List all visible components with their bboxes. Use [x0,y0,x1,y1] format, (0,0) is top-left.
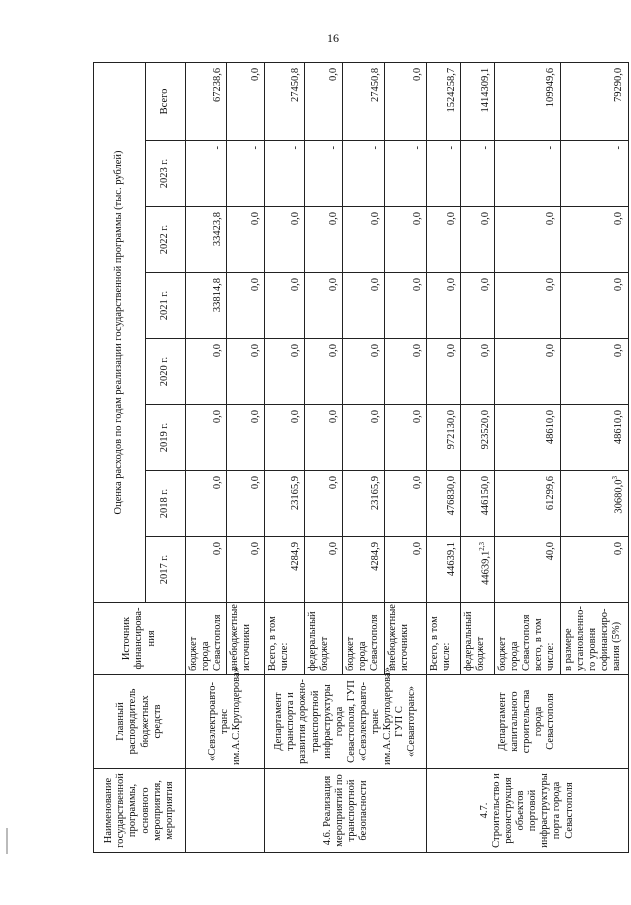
value-cell: 0,0 [461,273,495,339]
value-cell: 48610,0 [560,405,628,471]
value-cell: - [265,141,305,207]
value-cell: 0,0 [305,207,343,273]
value-cell: 23165,9 [265,471,305,537]
value-cell: 0,0 [305,273,343,339]
header-mero: Наименование государственной программы, основного мероприятия, мероприятия [94,769,186,853]
total-cell: 1524258,7 [427,62,461,140]
value-cell: 44639,1$^{2,3}$ [461,537,495,603]
value-cell: 0,0 [461,207,495,273]
value-cell: 923520,0 [461,405,495,471]
value-cell: 44639,1 [427,537,461,603]
value-cell: 48610,0 [495,405,560,471]
total-cell: 109949,6 [495,62,560,140]
value-cell: 0,0 [343,273,385,339]
value-cell: - [495,141,560,207]
value-cell: 0,0 [265,273,305,339]
value-cell: 4284,9 [343,537,385,603]
mero-cell: 4.6. Реализация мероприятий по транспортной безопасности [265,769,427,853]
value-cell: 0,0 [265,339,305,405]
value-cell: 0,0 [186,537,227,603]
value-cell: 30680,0$^3$ [560,471,628,537]
header-year: 2022 г. [146,207,186,273]
value-cell: - [305,141,343,207]
value-cell: - [461,141,495,207]
rasp-cell: Департамент транспорта и развития дорожно-транспортной инфраструктуры города Севастополя, ГУП «Севэлектроавто-транс им.А.С.Круподерова», ГУП С «Севавтотранс» [265,675,427,769]
total-cell: 67238,6 [186,62,227,140]
source-cell: внебюджетные источники [227,603,265,675]
rotated-table-container [93,63,625,853]
table-row [186,62,227,852]
value-cell: 0,0 [427,273,461,339]
value-cell: 0,0 [495,207,560,273]
header-group: Оценка расходов по годам реализации государственной программы (тыс. рублей) [94,62,146,602]
header-rasp: Главный распорядитель бюджетных средств [94,675,186,769]
header-year: 2023 г. [146,141,186,207]
value-cell: 0,0 [186,339,227,405]
value-cell: 0,0 [227,471,265,537]
total-cell: 0,0 [227,62,265,140]
source-cell: бюджет города Севастополя всего, в том числе: [495,603,560,675]
value-cell: - [560,141,628,207]
value-cell: 0,0 [305,405,343,471]
header-year: 2020 г. [146,339,186,405]
source-cell: федеральный бюджет [305,603,343,675]
value-cell: 0,0 [227,207,265,273]
value-cell: 0,0 [186,405,227,471]
page-number: 16 [327,31,339,45]
rasp-cell: «Севэлектроавто-транс им.А.С.Круподерова» [186,675,265,769]
value-cell: - [427,141,461,207]
value-cell: 0,0 [265,405,305,471]
mero-cell [186,769,265,853]
value-cell: - [186,141,227,207]
total-cell: 27450,8 [343,62,385,140]
value-cell: 0,0 [385,471,427,537]
header-year: 2021 г. [146,273,186,339]
value-cell: 0,0 [385,537,427,603]
rasp-cell: Департамент капитального строительства города Севастополя [427,675,628,769]
scan-margin-mark [6,828,8,854]
total-cell: 0,0 [385,62,427,140]
value-cell: 0,0 [227,273,265,339]
value-cell: 0,0 [560,339,628,405]
value-cell: - [343,141,385,207]
value-cell: 0,0 [560,273,628,339]
value-cell: 0,0 [385,339,427,405]
value-cell: 0,0 [305,471,343,537]
value-cell: 0,0 [495,273,560,339]
value-cell: 0,0 [461,339,495,405]
value-cell: 0,0 [227,537,265,603]
header-source: Источник финансирова-ния [94,603,186,675]
value-cell: 0,0 [305,339,343,405]
value-cell: - [227,141,265,207]
value-cell: 476830,0 [427,471,461,537]
value-cell: 0,0 [343,405,385,471]
source-cell: в размере установленно-го уровня софинансиро-вания (5%) [560,603,628,675]
header-year: 2018 г. [146,471,186,537]
footnote-mark: 3 [610,476,619,480]
value-cell: 61299,6 [495,471,560,537]
header-year: 2019 г. [146,405,186,471]
source-cell: федеральный бюджет [461,603,495,675]
value-cell: 40,0 [495,537,560,603]
value-cell: 0,0 [385,405,427,471]
value-cell: 0,0 [560,537,628,603]
footnote-mark: 2,3 [477,542,486,551]
value-cell: 0,0 [560,207,628,273]
total-cell: 0,0 [305,62,343,140]
value-cell: 0,0 [385,207,427,273]
financing-table [93,62,629,853]
value-cell: 0,0 [427,339,461,405]
total-cell: 1414309,1 [461,62,495,140]
value-cell: 0,0 [343,207,385,273]
value-cell: - [385,141,427,207]
mero-cell: 4.7. Строительство и реконструкция объектов портовой инфраструктуры порта города Севастополя [427,769,628,853]
header-year: 2017 г. [146,537,186,603]
source-cell: внебюджетные источники [385,603,427,675]
value-cell: 0,0 [265,207,305,273]
source-cell: бюджет города Севастополя [343,603,385,675]
value-cell: 33814,8 [186,273,227,339]
table-row [427,62,461,852]
value-cell: 0,0 [427,207,461,273]
value-cell: 33423,8 [186,207,227,273]
value-cell: 0,0 [227,405,265,471]
value-cell: 0,0 [227,339,265,405]
value-cell: 0,0 [385,273,427,339]
value-cell: 0,0 [305,537,343,603]
total-cell: 79290,0 [560,62,628,140]
header-total: Всего [146,62,186,140]
table-row [265,62,305,852]
value-cell: 972130,0 [427,405,461,471]
source-cell: Всего, в том числе: [427,603,461,675]
value-cell: 0,0 [495,339,560,405]
value-cell: 0,0 [343,339,385,405]
value-cell: 4284,9 [265,537,305,603]
source-cell: Всего, в том числе: [265,603,305,675]
value-cell: 0,0 [186,471,227,537]
value-cell: 446150,0 [461,471,495,537]
source-cell: бюджет города Севастополя [186,603,227,675]
total-cell: 27450,8 [265,62,305,140]
value-cell: 23165,9 [343,471,385,537]
